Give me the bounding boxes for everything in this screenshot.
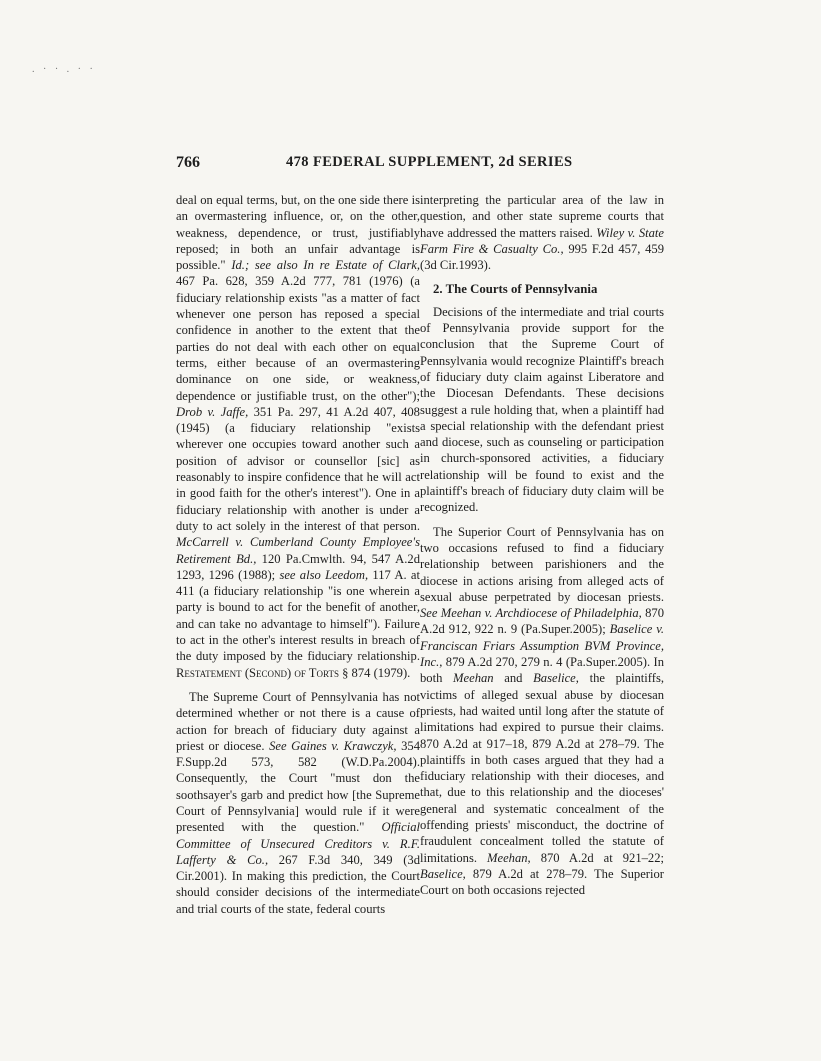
citation: see also Leedom, [279, 567, 369, 582]
page-number: 766 [176, 154, 200, 171]
text-run: 467 Pa. 628, 359 A.2d 777, 781 (1976) (a fiduciary relationship exists "as a matter of fact whenever one person has reposed a special confidence in another to the extent that the parties do not deal with each other on equal terms, either because of an overmastering dominance on one side, or weakness, dependence or justifiable trust, on the other"); [176, 274, 420, 403]
text-run: 267 F.3d 340, 349 (3d Cir.2001). In making this prediction, the Court should consider decisions of the intermediate and trial courts of the state, federal courts [176, 852, 420, 916]
text-run: 995 F.2d 457, 459 (3d Cir.1993). [420, 241, 664, 273]
citation: Baselice, [420, 866, 466, 881]
citation: Meehan [453, 671, 494, 686]
right-paragraph-3 [420, 524, 664, 899]
citation: See Gaines v. Krawczyk, [269, 738, 397, 753]
right-paragraph-1 [420, 192, 664, 273]
text-run: interpreting the particular area of the law in question, and other state supreme courts that have addressed the matters raised. [420, 193, 664, 240]
citation: Baselice, [533, 671, 579, 686]
left-paragraph-1 [176, 192, 420, 681]
right-paragraph-2: Decisions of the intermediate and trial courts of Pennsylvania provide support for the conclusion that the Supreme Court of Pennsylvania would recognize Plaintiff's breach of fiduciary duty claim against Liberatore and the Diocesan Defendants. These decisions suggest a rule holding that, when a plaintiff had a special relationship with the defendant priest and diocese, such as counseling or participation in church-sponsored activities, a fiduciary relationship will be found to exist and the plaintiff's breach of fiduciary duty claim will be recognized. [420, 304, 664, 515]
left-column [176, 192, 420, 925]
scan-specks: . · · . · · [32, 64, 96, 75]
text-run: 354 F.Supp.2d 573, 582 (W.D.Pa.2004). Consequently, the Court "must don the soothsayer's garb and predict how [the Supreme Court of Pennsylvania] would rule if it were presented with the question." [176, 738, 420, 835]
text-run: 120 Pa.Cmwlth. 94, 547 A.2d 1293, 1296 (1988); [176, 551, 420, 582]
text-run: § 874 (1979). [338, 665, 411, 680]
text-run: deal on equal terms, but, on the one side there is an overmastering influence, or, on the other, weakness, dependence, or trust, justifiably reposed; in both an unfair advantage is possible." [176, 193, 420, 273]
text-run: the plaintiffs, victims of alleged sexual abuse by diocesan priests, had waited until long after the statute of limitations had expired to pursue their claims. 870 A.2d at 917–18, 879 A.2d at 278–79. The plaintiffs in both cases argued that they had a fiduciary relationship with their dioceses, and that, due to this relationship and the dioceses' general and systematic concealment of the offending priests' misconduct, the doctrine of fraudulent concealment tolled the statute of limitations. [420, 671, 664, 865]
text-run: 351 Pa. 297, 41 A.2d 407, 408 (1945) (a fiduciary relationship "exists wherever one occupies toward another such a position of advisor or counsellor [sic] as reasonably to inspire confidence that he will act in good faith for the other's interest"). One in a fiduciary relationship with another is under a duty to act solely in the interest of that person. [176, 404, 420, 533]
text-run: The Supreme Court of Pennsylvania has not determined whether or not there is a cause of action for breach of fiduciary duty against a priest or diocese. [176, 689, 420, 753]
running-head: 478 FEDERAL SUPPLEMENT, 2d SERIES [286, 154, 573, 170]
section-heading: 2. The Courts of Pennsylvania [433, 282, 598, 297]
text-run: 117 A. at 411 (a fiduciary relationship "is one wherein a party is bound to act for the benefit of another, and can take no advantage to himself"). Failure to act in the other's interest results in breach of the duty imposed by the fiduciary relationship. [176, 567, 420, 664]
text-run: 879 A.2d at 278–79. The Superior Court on both occasions rejected [420, 866, 664, 898]
text-run: 870 A.2d 912, 922 n. 9 (Pa.Super.2005); [420, 606, 664, 637]
page-header [176, 154, 646, 180]
citation: Baselice v. Franciscan Friars Assumption BVM Province, Inc., [420, 622, 664, 670]
citation: Wiley v. State Farm Fire & Casualty Co., [420, 225, 664, 256]
restatement-citation: Restatement (Second) of Torts [176, 665, 339, 680]
right-column [420, 192, 664, 906]
text-run: 870 A.2d at 921–22; [530, 850, 665, 865]
citation: Official Committee of Unsecured Creditors v. R.F. Lafferty & Co., [176, 820, 420, 867]
text-run: 879 A.2d 270, 279 n. 4 (Pa.Super.2005). In both [420, 655, 664, 686]
left-paragraph-2 [176, 689, 420, 917]
text-run: The Superior Court of Pennsylvania has on two occasions refused to find a fiduciary relationship between parishioners and the diocese in actions arising from alleged acts of sexual abuse perpetrated by diocesan priests. [420, 524, 664, 604]
citation: See Meehan v. Archdiocese of Philadelphia, [420, 606, 642, 621]
citation: McCarrell v. Cumberland County Employee's Retirement Bd., [176, 535, 420, 566]
citation: Drob v. Jaffe, [176, 404, 249, 419]
citation: Meehan, [487, 850, 531, 865]
citation: Id.; see also In re Estate of Clark, [231, 258, 420, 273]
text-run: and [493, 671, 534, 686]
